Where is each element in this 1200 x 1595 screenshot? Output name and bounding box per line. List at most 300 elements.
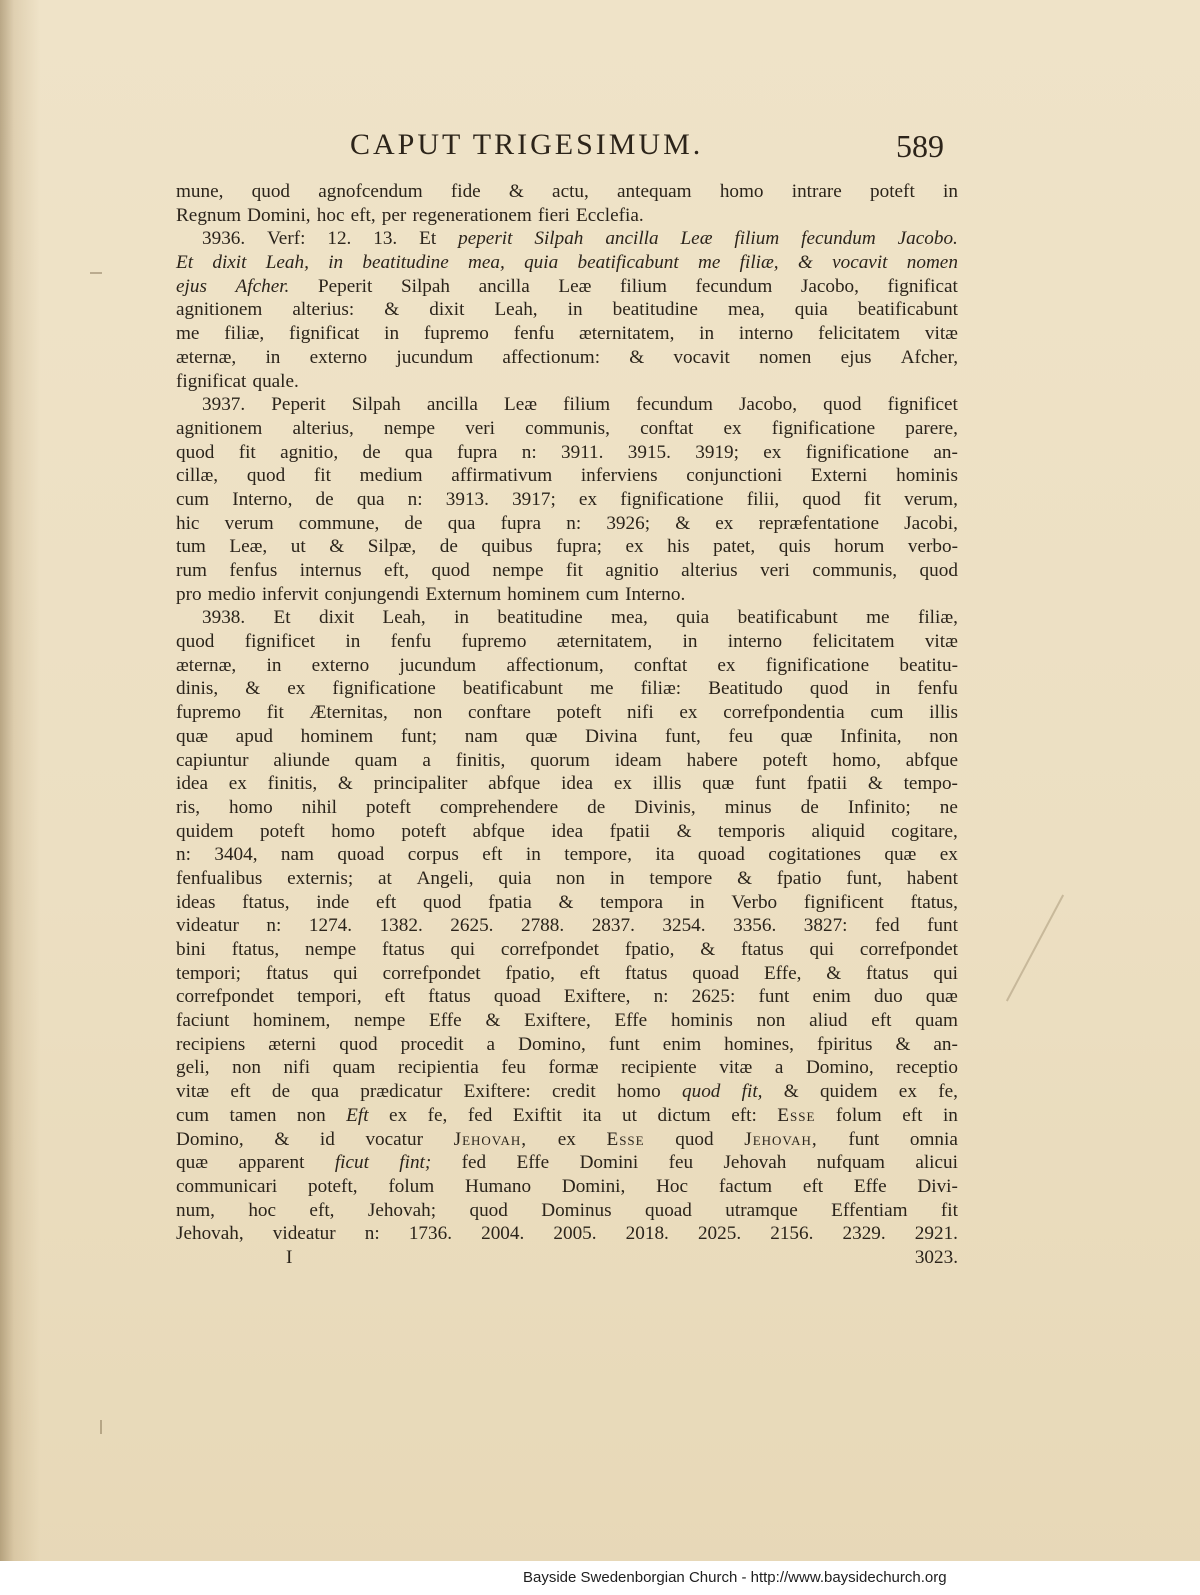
word: quæ: [525, 725, 558, 747]
word: communicari: [176, 1175, 278, 1197]
word: Afcher,: [900, 346, 958, 368]
text-line: [176, 559, 958, 583]
word: eft: [230, 1081, 251, 1103]
word: feu: [501, 1057, 526, 1079]
text-line: [176, 441, 958, 465]
word: Exiftere,: [563, 986, 631, 1008]
word: recipiente: [621, 1057, 697, 1079]
word: fit: [238, 441, 256, 463]
text-line: [176, 464, 958, 488]
word: dinis,: [176, 678, 219, 700]
word: videatur: [176, 915, 239, 937]
word: videatur: [272, 1223, 336, 1245]
word: Et: [273, 607, 291, 629]
word: cogitationes: [768, 844, 861, 866]
word: tamen: [229, 1104, 277, 1126]
word: ex: [228, 773, 247, 795]
word: cum: [176, 1104, 210, 1126]
footer-banner: [0, 1561, 1200, 1595]
word: temporis: [717, 820, 786, 842]
word: ita: [655, 844, 675, 866]
word: fieri: [537, 204, 570, 226]
word: ex: [763, 441, 782, 463]
word: interno: [727, 631, 783, 653]
word: eft: [802, 1175, 824, 1197]
word: receptio: [896, 1057, 958, 1079]
word: conjunctioni: [686, 465, 783, 487]
word: nomen: [759, 346, 812, 368]
word: fignificet: [244, 631, 316, 653]
word: 1274.: [308, 915, 353, 937]
word: me: [866, 607, 890, 629]
signature-mark: I: [286, 1246, 293, 1268]
word: beatificabunt: [462, 678, 564, 700]
word: non: [296, 1104, 326, 1126]
word: 12.: [327, 228, 352, 250]
word: poteft: [762, 749, 808, 771]
word: &: [783, 1081, 799, 1103]
word: in: [525, 844, 541, 866]
word: beatificabunt: [857, 299, 958, 321]
word: fupra: [500, 512, 542, 534]
word: apparent: [238, 1152, 305, 1174]
word: fignificent: [803, 891, 884, 913]
word: ejus: [840, 346, 872, 368]
word: funt: [758, 986, 790, 1008]
word: Dominus: [541, 1199, 612, 1221]
word: Regnum: [176, 204, 242, 226]
word: Leæ,: [229, 536, 268, 558]
word: &: [867, 773, 883, 795]
word: finitis,: [455, 749, 506, 771]
word: ftatus,: [910, 891, 958, 913]
word: n:: [521, 441, 537, 463]
word: agnofcendum: [318, 181, 423, 202]
word: &: [384, 299, 400, 321]
word: cum: [176, 488, 210, 510]
word: fupra: [456, 441, 498, 463]
word: poteft: [556, 702, 602, 724]
text-line: [176, 749, 958, 773]
word: fit,: [741, 1081, 763, 1103]
word: fit: [565, 560, 583, 581]
word: 3827:: [803, 915, 848, 937]
word: correfpondentia: [723, 702, 845, 724]
word: fpatii: [609, 820, 651, 842]
word: vocatur: [365, 1128, 423, 1150]
word: ficut: [334, 1152, 369, 1174]
word: fpiritus: [816, 1033, 873, 1055]
word: capiuntur: [176, 749, 249, 771]
word: quoad: [692, 962, 740, 984]
text-line: [176, 298, 958, 322]
word: in: [345, 631, 361, 653]
word: ut: [622, 1104, 637, 1126]
word: Jacobi,: [904, 512, 958, 534]
word: Jehovah,: [176, 1223, 244, 1245]
word: horum: [834, 536, 885, 558]
text-line: [176, 677, 958, 701]
text-line: [176, 1009, 958, 1033]
word: fignificatione: [620, 488, 724, 510]
word: hominis: [670, 1010, 733, 1032]
word: qui: [450, 939, 476, 960]
word: conftat: [633, 654, 688, 676]
word: 3915.: [627, 441, 671, 463]
word: me: [590, 678, 614, 700]
word: de: [439, 536, 458, 558]
word: commune,: [298, 512, 380, 534]
word: Leæ: [680, 228, 713, 250]
word: Domino,: [518, 1033, 586, 1055]
word: ita: [582, 1104, 602, 1126]
word: a: [486, 1033, 496, 1055]
word: recipiens: [176, 1033, 246, 1055]
word: nempe: [492, 560, 544, 581]
word: internus: [299, 560, 362, 581]
word: patet,: [713, 536, 756, 558]
word: a: [422, 749, 431, 771]
word: abfque: [488, 773, 541, 795]
word: felicitatem: [818, 323, 901, 345]
word: eft: [871, 1010, 892, 1032]
word: poteft: [401, 820, 447, 842]
word: 3919;: [695, 441, 739, 463]
word: in: [875, 678, 891, 700]
word: filiæ,: [917, 607, 958, 629]
word: tempore,: [564, 844, 632, 866]
word: ancilla: [478, 275, 530, 297]
running-head: [0, 128, 1200, 172]
word: mea,: [611, 607, 648, 629]
word: factum: [718, 1175, 773, 1197]
word: fecundum: [636, 394, 713, 416]
pencil-stroke: [1006, 895, 1064, 1002]
word: &: [675, 512, 691, 534]
word: medio: [207, 583, 256, 605]
word: quidem: [819, 1081, 878, 1103]
text-line: [176, 630, 958, 654]
word: 3926;: [606, 512, 651, 534]
word: at: [377, 867, 392, 889]
word: 2004.: [481, 1223, 525, 1245]
word: æternitatem,: [556, 631, 653, 653]
word: Beatitudo: [708, 678, 783, 700]
catchline: [176, 1246, 958, 1270]
word: prædicatur: [360, 1081, 443, 1103]
word: &: [245, 678, 261, 700]
word: alterius: [681, 560, 738, 581]
word: hominis: [896, 465, 958, 487]
word: idea: [561, 773, 594, 795]
word: filii,: [746, 488, 780, 510]
word: Effe: [429, 1010, 462, 1032]
word: Silpah: [400, 275, 450, 297]
word: conftat: [640, 417, 694, 439]
word: peperit: [458, 228, 513, 250]
page-title: CAPUT TRIGESIMUM.: [350, 128, 704, 161]
word: dixit: [429, 299, 465, 321]
word: 1736.: [408, 1223, 452, 1245]
word: nempe: [354, 1010, 406, 1032]
word: credit: [552, 1081, 596, 1103]
word: fpatio: [776, 867, 822, 889]
word: 3356.: [733, 915, 777, 937]
word: cum: [585, 583, 619, 605]
word: fit: [313, 465, 331, 487]
word: quis: [778, 536, 811, 558]
word: de: [362, 441, 381, 463]
word: non: [232, 1057, 261, 1079]
word: Divina: [585, 725, 638, 747]
paper-speck: [90, 272, 102, 274]
text-line: [176, 796, 958, 820]
word: illis: [652, 773, 682, 795]
word: agnitionem: [176, 417, 263, 439]
word: me: [698, 252, 721, 274]
word: Divi-: [917, 1175, 958, 1197]
word: fupremo: [423, 323, 489, 345]
word: fecundum: [801, 228, 876, 250]
word: eft,: [309, 1199, 335, 1221]
word: Interno,: [232, 488, 293, 510]
word: conjungendi: [324, 583, 420, 605]
text-line: [176, 583, 958, 607]
word: homo: [719, 181, 764, 202]
word: hic: [176, 512, 200, 534]
word: fupremo: [176, 702, 242, 724]
word: quia: [676, 607, 710, 629]
word: quod: [802, 488, 841, 510]
word: idea: [551, 820, 584, 842]
word: in: [942, 181, 958, 202]
word: conftare: [468, 702, 531, 724]
word: fenfu: [390, 631, 432, 653]
word: habere: [686, 749, 738, 771]
word: Angeli,: [416, 867, 474, 889]
word: 3938.: [202, 607, 246, 629]
word: mune,: [176, 181, 224, 202]
word: enim: [812, 986, 851, 1008]
word: veri: [760, 560, 790, 581]
word: &: [558, 891, 574, 913]
word: homo,: [832, 749, 881, 771]
word: cum: [870, 702, 904, 724]
word: verbo-: [907, 536, 958, 558]
word: nifi: [627, 702, 654, 724]
word: fignificatione: [771, 417, 876, 439]
word: 2005.: [553, 1223, 597, 1245]
word: qui: [809, 939, 835, 960]
word: homines,: [724, 1033, 794, 1055]
word: nifi: [283, 1057, 311, 1079]
word: feu: [728, 725, 753, 747]
word: agnitionem: [176, 299, 263, 321]
word: Domini: [579, 1152, 639, 1174]
word: fenfu: [513, 323, 555, 345]
word: &: [676, 820, 692, 842]
word: nihil: [301, 796, 337, 818]
word: fpatia: [488, 891, 532, 913]
word: &: [700, 939, 716, 960]
word: eft: [384, 986, 405, 1008]
word: communis,: [812, 560, 898, 581]
word: qua: [447, 512, 476, 534]
word: in: [942, 1104, 958, 1126]
word: eft:: [731, 1104, 757, 1126]
word: quæ: [925, 986, 958, 1008]
word: Silpah: [351, 394, 401, 416]
word: &: [329, 536, 345, 558]
word: Leæ: [558, 275, 592, 297]
word: feu: [668, 1152, 694, 1174]
word: quia: [794, 299, 828, 321]
text-line: [176, 867, 958, 891]
word: jucundum: [399, 654, 477, 676]
word: tempora: [600, 891, 663, 913]
word: mea,: [727, 299, 765, 321]
word: me: [176, 323, 200, 345]
word: in: [265, 346, 281, 368]
word: &: [629, 346, 645, 368]
word: n:: [364, 1223, 380, 1245]
word: hominem,: [253, 1010, 331, 1032]
word: in: [699, 323, 715, 345]
word: procedit: [400, 1033, 464, 1055]
word: 2329.: [842, 1223, 886, 1245]
word: funt,: [846, 867, 883, 889]
word: ftatus: [428, 986, 471, 1008]
word: hominem: [507, 583, 580, 605]
word: Effe: [516, 1152, 550, 1174]
text-line: [176, 322, 958, 346]
word: Jehovah,: [453, 1128, 528, 1150]
word: ex: [723, 417, 742, 439]
word: vitæ: [924, 323, 958, 345]
word: ftatus: [265, 962, 309, 984]
word: quæ: [884, 844, 917, 866]
word: minus: [724, 796, 772, 818]
word: dixit: [318, 607, 355, 629]
word: antequam: [617, 181, 692, 202]
word: &: [895, 1033, 911, 1055]
word: quia: [498, 867, 532, 889]
text-line: [176, 1222, 958, 1246]
word: Leah,: [382, 607, 426, 629]
word: 3937.: [202, 394, 246, 416]
word: nam: [280, 844, 314, 866]
word: communis,: [525, 417, 610, 439]
word: æternitatem,: [578, 323, 675, 345]
word: &: [337, 773, 353, 795]
word: nempe: [305, 939, 357, 960]
text-line: [176, 962, 958, 986]
word: fenfus: [229, 560, 278, 581]
word: correfpondet: [859, 939, 958, 960]
word: fint;: [399, 1152, 432, 1174]
word: &: [826, 962, 842, 984]
word: fide: [450, 181, 481, 202]
word: Exiftit: [512, 1104, 562, 1126]
word: eft: [579, 962, 601, 984]
word: repræfentatione: [758, 512, 879, 534]
word: apud: [235, 725, 273, 747]
word: fignificat: [289, 323, 360, 345]
page-number: 589: [896, 128, 944, 164]
word: affectionum:: [502, 346, 601, 368]
word: mea,: [468, 252, 505, 274]
word: in: [384, 323, 400, 345]
word: Leah,: [494, 299, 538, 321]
word: 2837.: [591, 915, 635, 937]
text-line: [176, 275, 958, 299]
word: fignificat: [176, 370, 247, 392]
word: in: [328, 252, 344, 274]
catchword: 3023.: [914, 1246, 958, 1268]
word: abfque: [472, 820, 525, 842]
word: non: [556, 867, 585, 889]
word: Effentiam: [831, 1199, 908, 1221]
word: quidem: [176, 820, 234, 842]
word: Jacobo,: [800, 275, 859, 297]
word: faciunt: [176, 1010, 230, 1032]
word: &: [508, 181, 524, 202]
word: funt: [608, 1033, 640, 1055]
word: Leæ: [504, 394, 538, 416]
text-line: [176, 346, 958, 370]
word: actu,: [552, 181, 589, 202]
word: Humano: [464, 1175, 532, 1197]
text-line: [176, 1080, 958, 1104]
word: num,: [176, 1199, 215, 1221]
word: aliud: [809, 1010, 848, 1032]
word: eft,: [350, 204, 376, 226]
word: correfpondet: [500, 939, 599, 960]
word: Jacobo,: [738, 394, 798, 416]
word: Effe,: [763, 962, 802, 984]
word: Verf:: [267, 228, 306, 250]
word: funt: [848, 1128, 880, 1150]
word: ex: [389, 1104, 408, 1126]
word: quod: [823, 394, 862, 416]
word: dixit: [212, 252, 247, 274]
word: 2025.: [697, 1223, 742, 1245]
word: fignificat: [887, 275, 958, 297]
word: Jehovah,: [744, 1128, 818, 1150]
word: filium: [563, 394, 611, 416]
word: affectionum,: [506, 654, 604, 676]
word: agnitio,: [280, 441, 339, 463]
word: regenerationem: [412, 204, 532, 226]
word: fignificatione: [765, 654, 870, 676]
word: quod: [919, 560, 958, 581]
text-line: [176, 370, 958, 394]
word: qui: [333, 962, 358, 984]
word: Exiftere,: [524, 1010, 591, 1032]
word: nam: [464, 725, 498, 747]
word: cillæ,: [176, 465, 219, 487]
word: illis: [929, 702, 958, 724]
word: quod: [176, 631, 215, 653]
word: bini: [176, 939, 206, 960]
word: filium: [734, 228, 780, 250]
word: de: [315, 488, 334, 510]
word: homo: [229, 796, 273, 818]
word: ancilla: [605, 228, 659, 250]
word: enim: [662, 1033, 702, 1055]
word: funt: [927, 915, 958, 937]
text-line: [176, 725, 958, 749]
